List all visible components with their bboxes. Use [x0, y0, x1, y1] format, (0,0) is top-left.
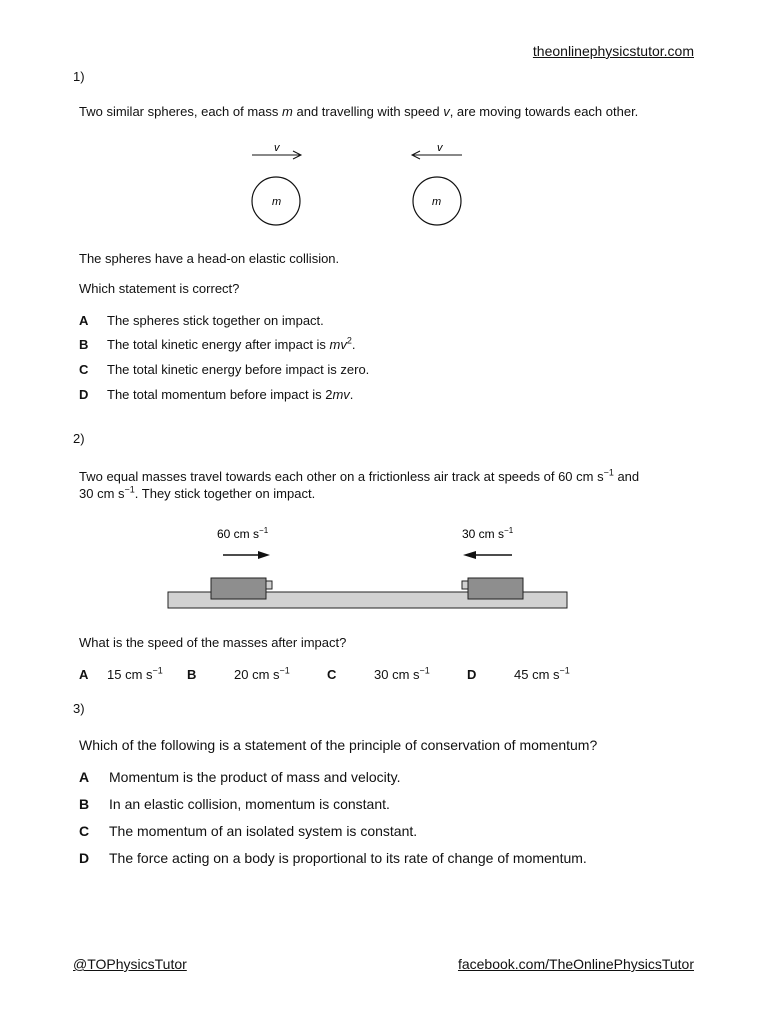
q2-option-a[interactable]: A 15 cm $s^{-1}$: [79, 665, 163, 682]
q1-left-speed-label: v: [274, 142, 280, 154]
q1-right-speed-label: v: [437, 142, 443, 154]
header-site-link[interactable]: theonlinephysicstutor.com: [532, 43, 694, 59]
q2-left-speed-label: 60 cm $s^{-1}$: [217, 526, 269, 541]
q1-stem: Two similar spheres, each of mass m and travelling with speed v, are moving towards each other.: [79, 104, 639, 119]
q3-option-c[interactable]: C The momentum of an isolated system is constant.: [79, 823, 418, 839]
q1-spheres-diagram: [240, 140, 480, 230]
q2-option-b[interactable]: B 20 cm $s^{-1}$: [187, 665, 290, 682]
q2-option-c[interactable]: C 30 cm $s^{-1}$: [327, 665, 430, 682]
q1-option-b[interactable]: B The total kinetic energy after impact is $mv^2$.: [79, 335, 356, 352]
q2-right-glider-bumper: [462, 581, 468, 589]
q2-left-glider-bumper: [266, 581, 272, 589]
q3-option-d[interactable]: D The force acting on a body is proportional to its rate of change of momentum.: [79, 850, 587, 866]
q2-option-d[interactable]: D 45 cm $s^{-1}$: [467, 665, 570, 682]
footer-facebook-link[interactable]: facebook.com/TheOnlinePhysicsTutor: [457, 956, 694, 972]
q2-air-track-diagram: [160, 520, 580, 615]
q1-option-c[interactable]: C The total kinetic energy before impact is zero.: [79, 362, 370, 377]
q1-option-a[interactable]: A The spheres stick together on impact.: [79, 313, 324, 328]
q1-left-mass-label: m: [272, 196, 282, 208]
q2-left-arrow: [223, 551, 270, 559]
q2-right-glider: [468, 578, 523, 599]
q2-right-speed-label: 30 cm $s^{-1}$: [462, 526, 514, 541]
q3-stem: Which of the following is a statement of the principle of conservation of momentum?: [79, 737, 598, 753]
q1-line2: The spheres have a head-on elastic collision.: [79, 251, 340, 266]
footer-twitter-link[interactable]: @TOPhysicsTutor: [73, 956, 187, 972]
q1-right-mass-label: m: [432, 196, 442, 208]
q1-number: 1): [73, 69, 85, 84]
q1-prompt: Which statement is correct?: [79, 281, 240, 296]
q2-prompt: What is the speed of the masses after impact?: [79, 635, 347, 650]
q3-number: 3): [73, 701, 85, 716]
q3-option-a[interactable]: A Momentum is the product of mass and velocity.: [79, 769, 401, 785]
q3-option-b[interactable]: B In an elastic collision, momentum is constant.: [79, 796, 390, 812]
q1-option-d[interactable]: D The total momentum before impact is 2mv.: [79, 387, 354, 402]
q2-stem-line2: 30 cm $s^{-1}$. They stick together on impact.: [79, 484, 316, 501]
q2-right-arrow: [463, 551, 512, 559]
q2-number: 2): [73, 431, 85, 446]
q2-left-glider: [211, 578, 266, 599]
q2-stem-line1: Two equal masses travel towards each other on a frictionless air track at speeds of 60 cm $s^{-1}$ and: [79, 467, 640, 484]
